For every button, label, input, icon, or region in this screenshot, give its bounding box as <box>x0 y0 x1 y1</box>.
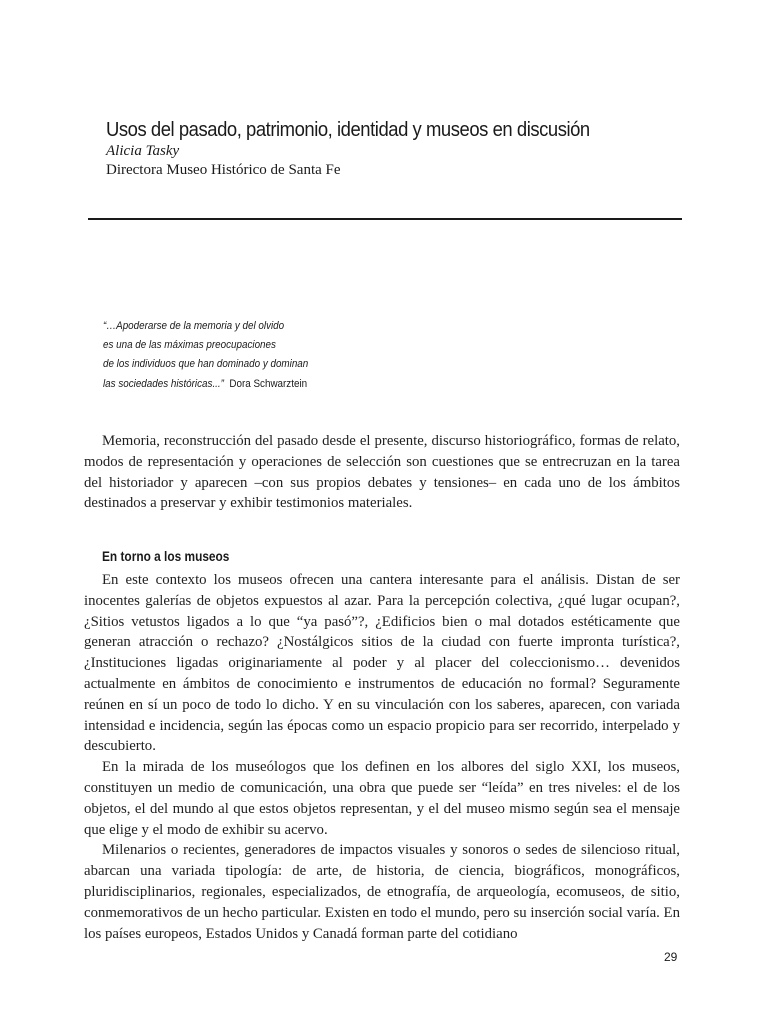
intro-paragraph: Memoria, reconstrucción del pasado desde el presente, discurso historiográfico, formas de relato, modos de representación y operaciones de selección son cuestiones que se entrecruzan en la tarea del historiador y aparecen –con sus propios debates y tensiones– en cada uno de los ámbitos destinados a preservar y exhibir testimonios materiales. <box>84 433 680 512</box>
article-author: Alicia Tasky <box>106 143 180 159</box>
epigraph-line: las sociedades históricas...” <box>103 377 224 390</box>
header-divider <box>88 218 682 220</box>
section-body <box>84 570 680 944</box>
epigraph <box>103 317 437 394</box>
epigraph-line: es una de las máximas preocupaciones <box>103 339 276 352</box>
body-paragraph: En la mirada de los museólogos que los definen en los albores del siglo XXI, los museos, constituyen un medio de comunicación, una obra que puede ser “leída” en tres niveles: el de los objetos, el del mundo al que estos objetos representan, y el del museo mismo según sea el mensaje que elige y el modo de exhibir su acervo. <box>84 759 680 838</box>
epigraph-last-line <box>103 375 437 394</box>
body-paragraph: En este contexto los museos ofrecen una cantera interesante para el análisis. Distan de ser inocentes galerías de objetos expuestos al azar. Para la percepción colectiva, ¿qué lugar ocupan?, ¿Sitios vetustos ligados a lo que “ya pasó”?, ¿Edificios bien o mal dotados estéticamente que generan atracción o rechazo? ¿Nostálgicos sitios de la ciudad con fuerte impronta turística?, ¿Instituciones ligadas originariamente al poder y al placer del coleccionismo… devenidos actualmente en ámbitos de conocimiento e instrumentos de educación no formal? Seguramente reúnen en sí un poco de todo lo dicho. Y en su vinculación con los saberes, aparecen, con variada intensidad e incidencia, según las épocas como un espacio propicio para ser recorrido, interpelado y descubierto. <box>84 572 680 755</box>
article-title: Usos del pasado, patrimonio, identidad y museos en discusión <box>106 118 590 141</box>
author-role: Directora Museo Histórico de Santa Fe <box>106 162 341 178</box>
epigraph-line: “…Apoderarse de la memoria y del olvido <box>103 320 285 332</box>
intro-section <box>84 431 680 514</box>
section-heading: En torno a los museos <box>102 549 230 564</box>
body-paragraph: Milenarios o recientes, generadores de impactos visuales y sonoros o sedes de silencioso ritual, abarcan una variada tipología: de arte, de historia, de ciencia, biográficos, monográficos, pluridisciplinarios, regionales, especializados, de etnografía, de arqueología, ecomuseos, de sitio, conmemorativos de un hecho particular. Existen en todo el mundo, pero su inserción social varía. En los países europeos, Estados Unidos y Canadá forman parte del cotidiano <box>84 842 680 942</box>
epigraph-line: de los individuos que han dominado y dominan <box>103 358 309 371</box>
epigraph-attribution: Dora Schwarztein <box>229 377 308 390</box>
page-number: 29 <box>664 950 678 964</box>
